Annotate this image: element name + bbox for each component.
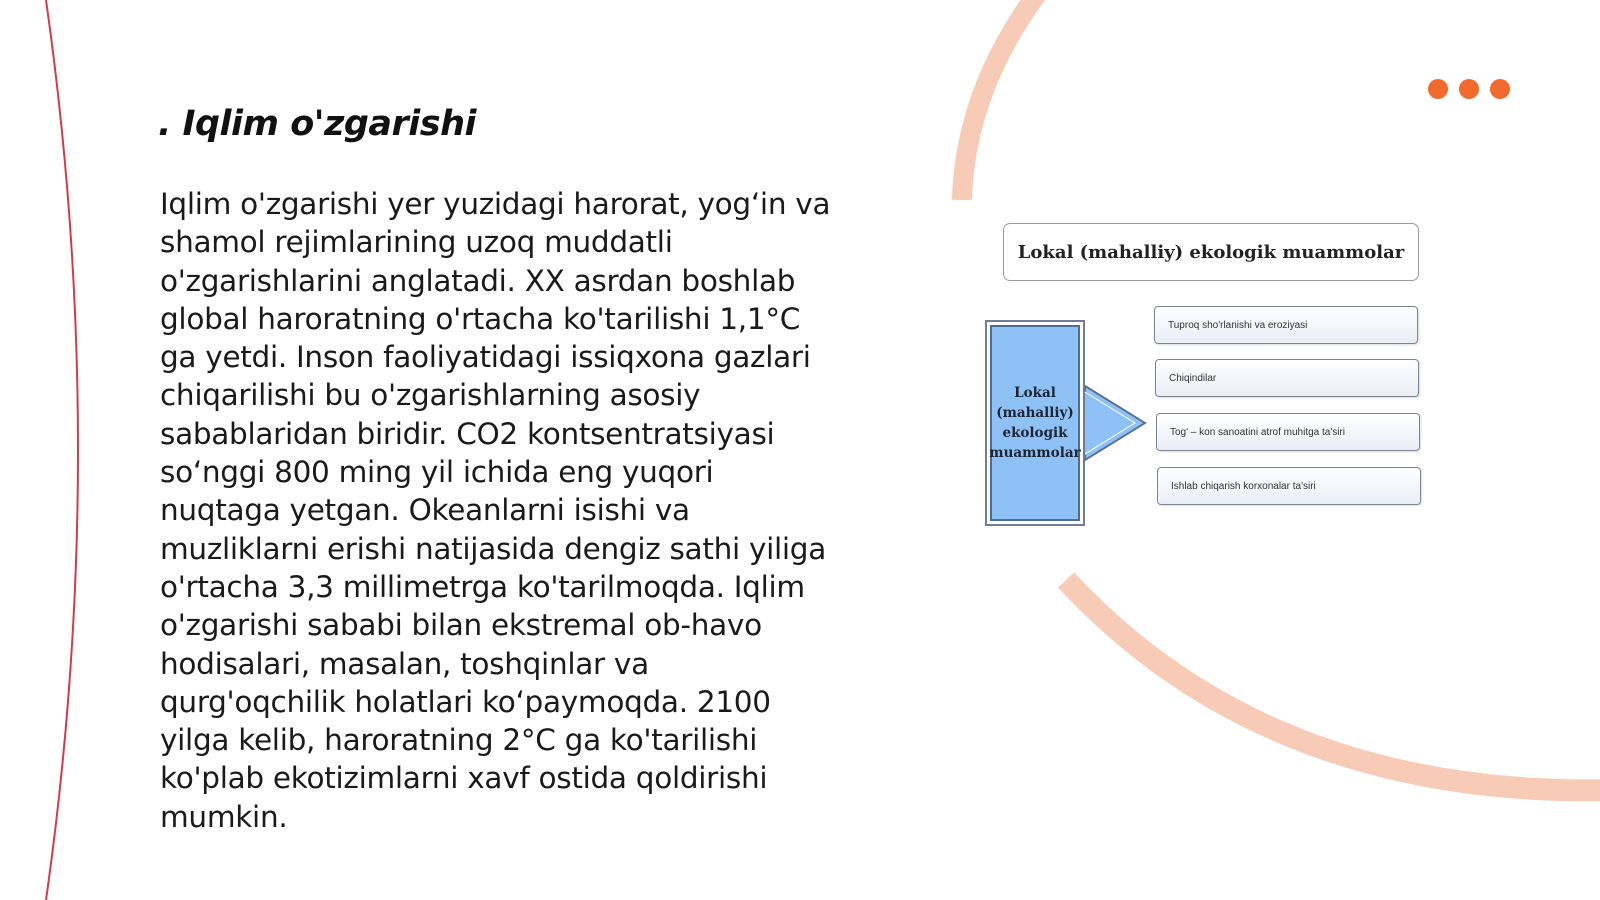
dot-icon: [1428, 79, 1448, 99]
top-peach-arc: [962, 0, 1040, 200]
arrow-right-icon: [1085, 380, 1151, 466]
diagram-item: Tog' – kon sanoatini atrof muhitga ta'siri: [1156, 413, 1420, 451]
menu-dots-icon: [1428, 79, 1510, 99]
dot-icon: [1459, 79, 1479, 99]
slide-body-text: Iqlim o'zgarishi yer yuzidagi harorat, yog‘in va shamol rejimlarining uzoq muddatli o'zgarishlarini anglatadi. XX asrdan boshlab global haroratning o'rtacha ko'tarilishi 1,1°C ga yetdi. Inson faoliyatidagi issiqxona gazlari chiqarilishi bu o'zgarishlarning asosiy sabablaridan biridir. CO2 kontsentratsiyasi so‘nggi 800 ming yil ichida eng yuqori nuqtaga yetgan. Okeanlarni isishi va muzliklarni erishi natijasida dengiz sathi yiliga o'rtacha 3,3 millimetrga ko'tarilmoqda. Iqlim o'zgarishi sababi bilan ekstremal ob-havo hodisalari, masalan, toshqinlar va qurg'oqchilik holatlari ko‘paymoqda. 2100 yilga kelib, haroratning 2°C ga ko'tarilishi ko'plab ekotizimlarni xavf ostida qoldirishi mumkin.: [160, 187, 831, 834]
slide-title: . Iqlim o'zgarishi: [158, 104, 477, 144]
diagram-item: Tuproq sho'rlanishi va eroziyasi: [1154, 306, 1418, 344]
diagram-main-box: [985, 320, 1085, 526]
diagram-main-label: Lokal (mahalliy) ekologik muammolar: [990, 325, 1080, 521]
bottom-peach-arc: [1066, 580, 1600, 790]
ecology-diagram: [980, 218, 1440, 530]
diagram-header: Lokal (mahalliy) ekologik muammolar: [1003, 223, 1419, 281]
diagram-item: Chiqindilar: [1155, 359, 1419, 397]
dot-icon: [1490, 79, 1510, 99]
left-red-curve: [46, 0, 78, 900]
diagram-item: Ishlab chiqarish korxonalar ta'siri: [1157, 467, 1421, 505]
